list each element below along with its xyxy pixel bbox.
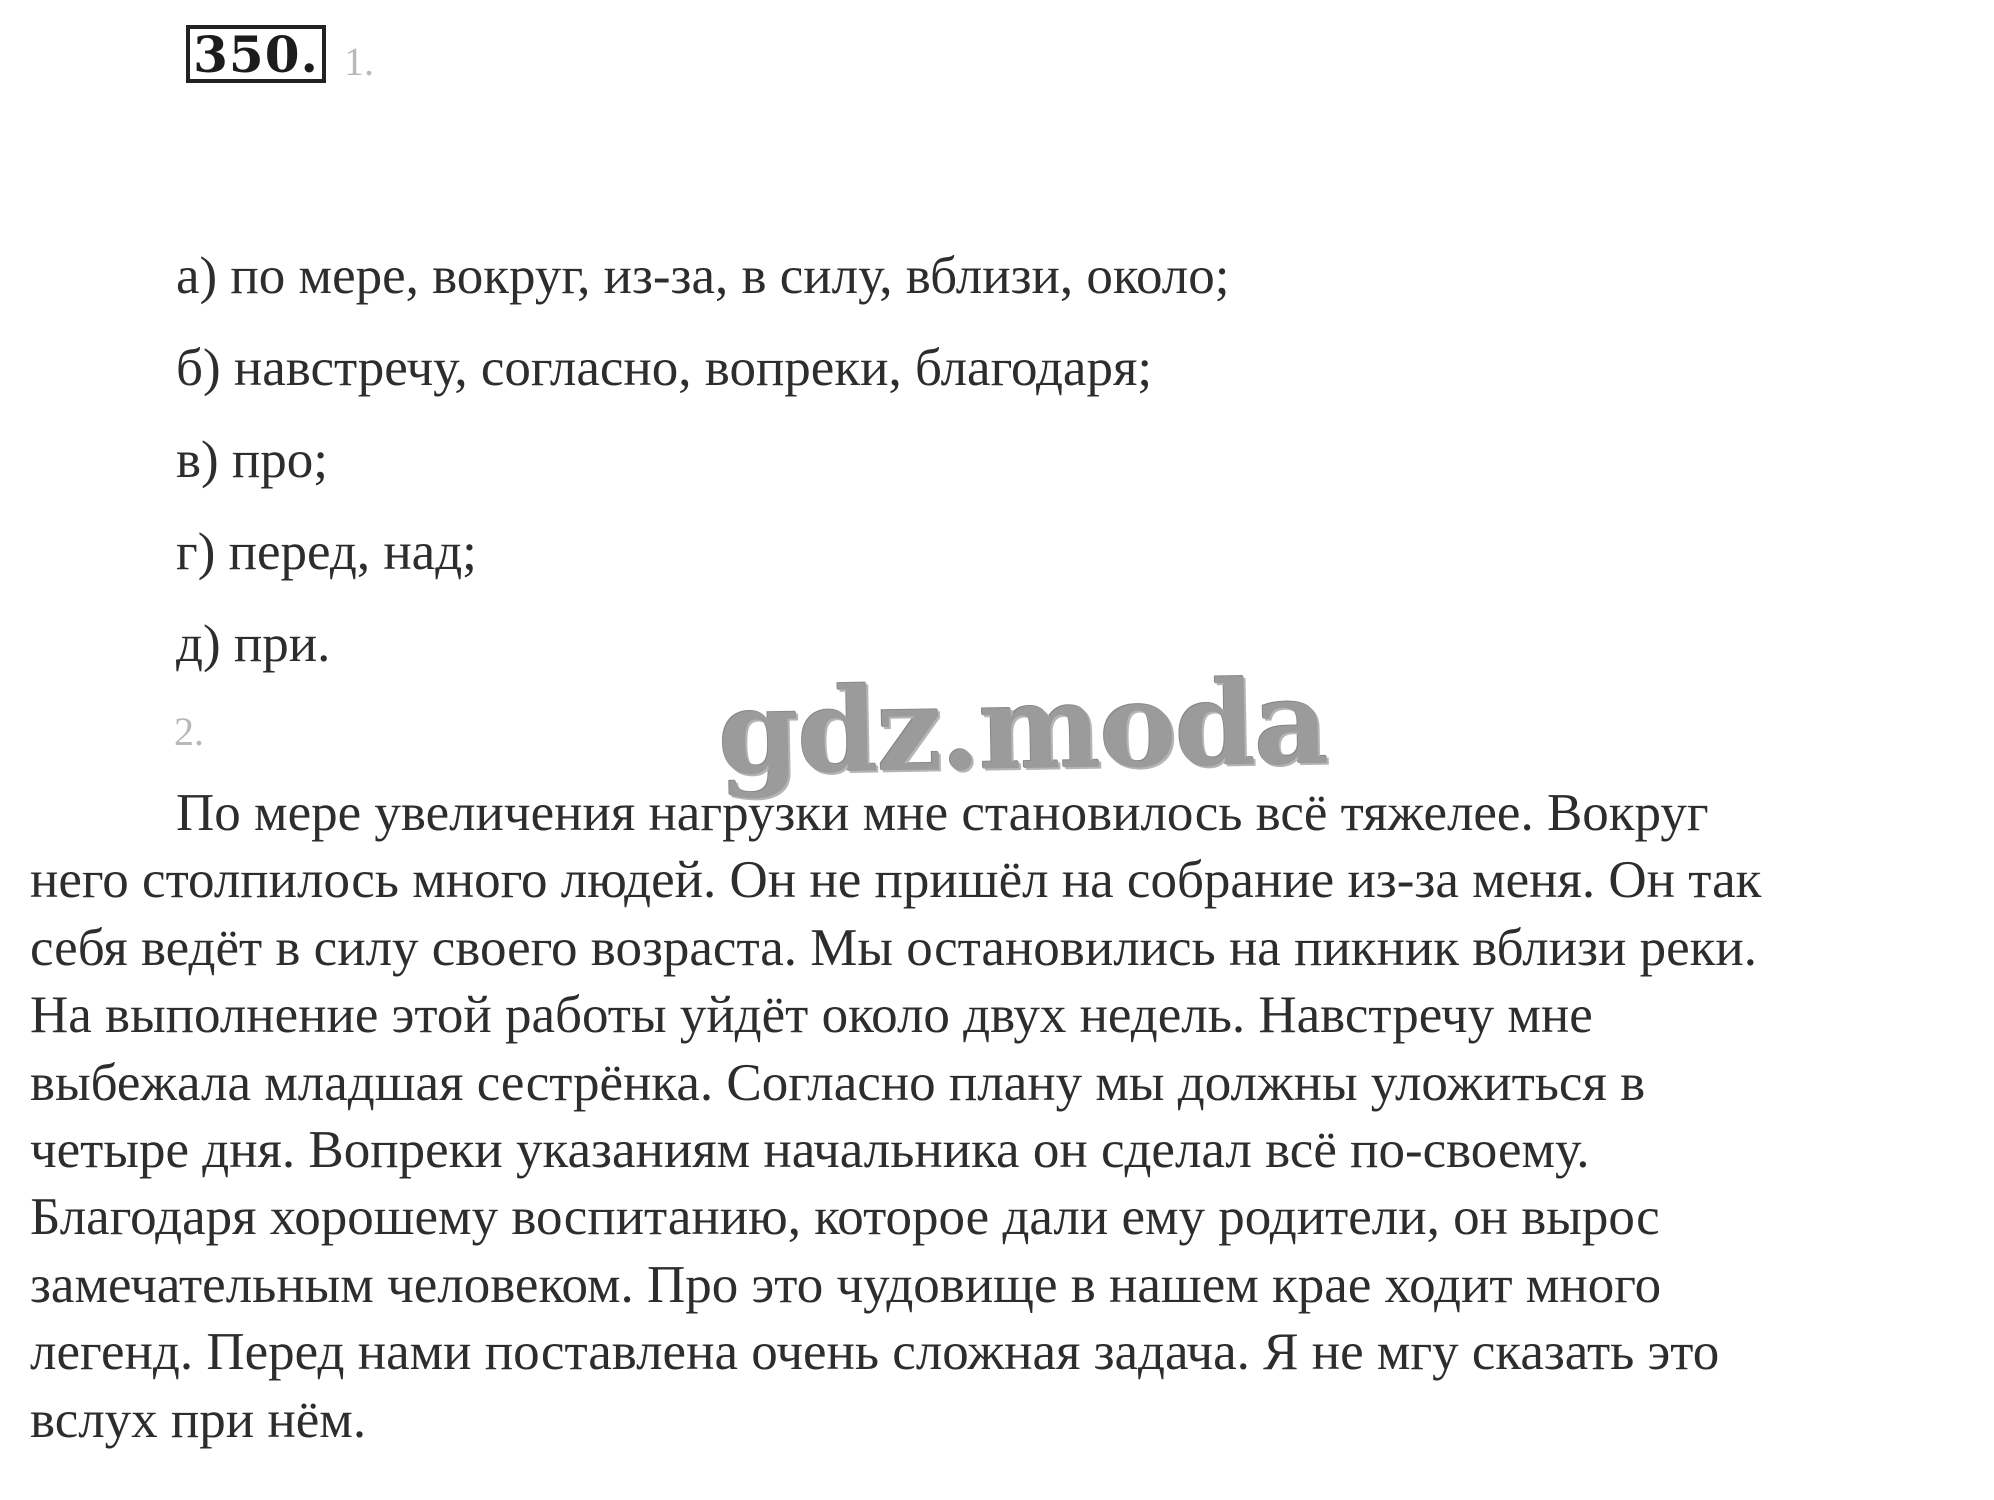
part-1-label: 1. [344,39,374,84]
task-number: 350. [193,24,319,84]
paragraph-line: вслух при нём. [30,1390,367,1449]
paragraph-line: легенд. Перед нами поставлена очень сложная задача. Я не мгу сказать это [30,1323,1720,1382]
paragraph-line: него столпилось много людей. Он не пришёл на собрание из-за меня. Он так [30,851,1762,910]
paragraph-line: На выполнение этой работы уйдёт около двух недель. Навстречу мне [30,986,1593,1045]
task-number-box [186,25,326,83]
part-2-label: 2. [174,709,204,754]
example-sentences-paragraph [30,780,1980,1454]
paragraph-line: четыре дня. Вопреки указаниям начальника он сделал всё по-своему. [30,1121,1590,1180]
answer-line-v: в) про; [176,431,329,489]
watermark-logo: gdz.moda [716,654,1328,802]
paragraph-line: замечательным человеком. Про это чудовище в нашем крае ходит много [30,1255,1662,1314]
answer-line-b: б) навстречу, согласно, вопреки, благодаря; [176,339,1153,397]
answer-line-d: д) при. [176,615,331,673]
paragraph-line: выбежала младшая сестрёнка. Согласно плану мы должны уложиться в [30,1053,1646,1112]
answer-line-a: а) по мере, вокруг, из-за, в силу, вблизи, около; [176,247,1230,305]
paragraph-line: По мере увеличения нагрузки мне становилось всё тяжелее. Вокруг [176,784,1709,842]
paragraph-line: себя ведёт в силу своего возраста. Мы остановились на пикник вблизи реки. [30,918,1758,977]
answer-line-g: г) перед, над; [176,523,477,581]
paragraph-line: Благодаря хорошему воспитанию, которое дали ему родители, он вырос [30,1188,1660,1247]
